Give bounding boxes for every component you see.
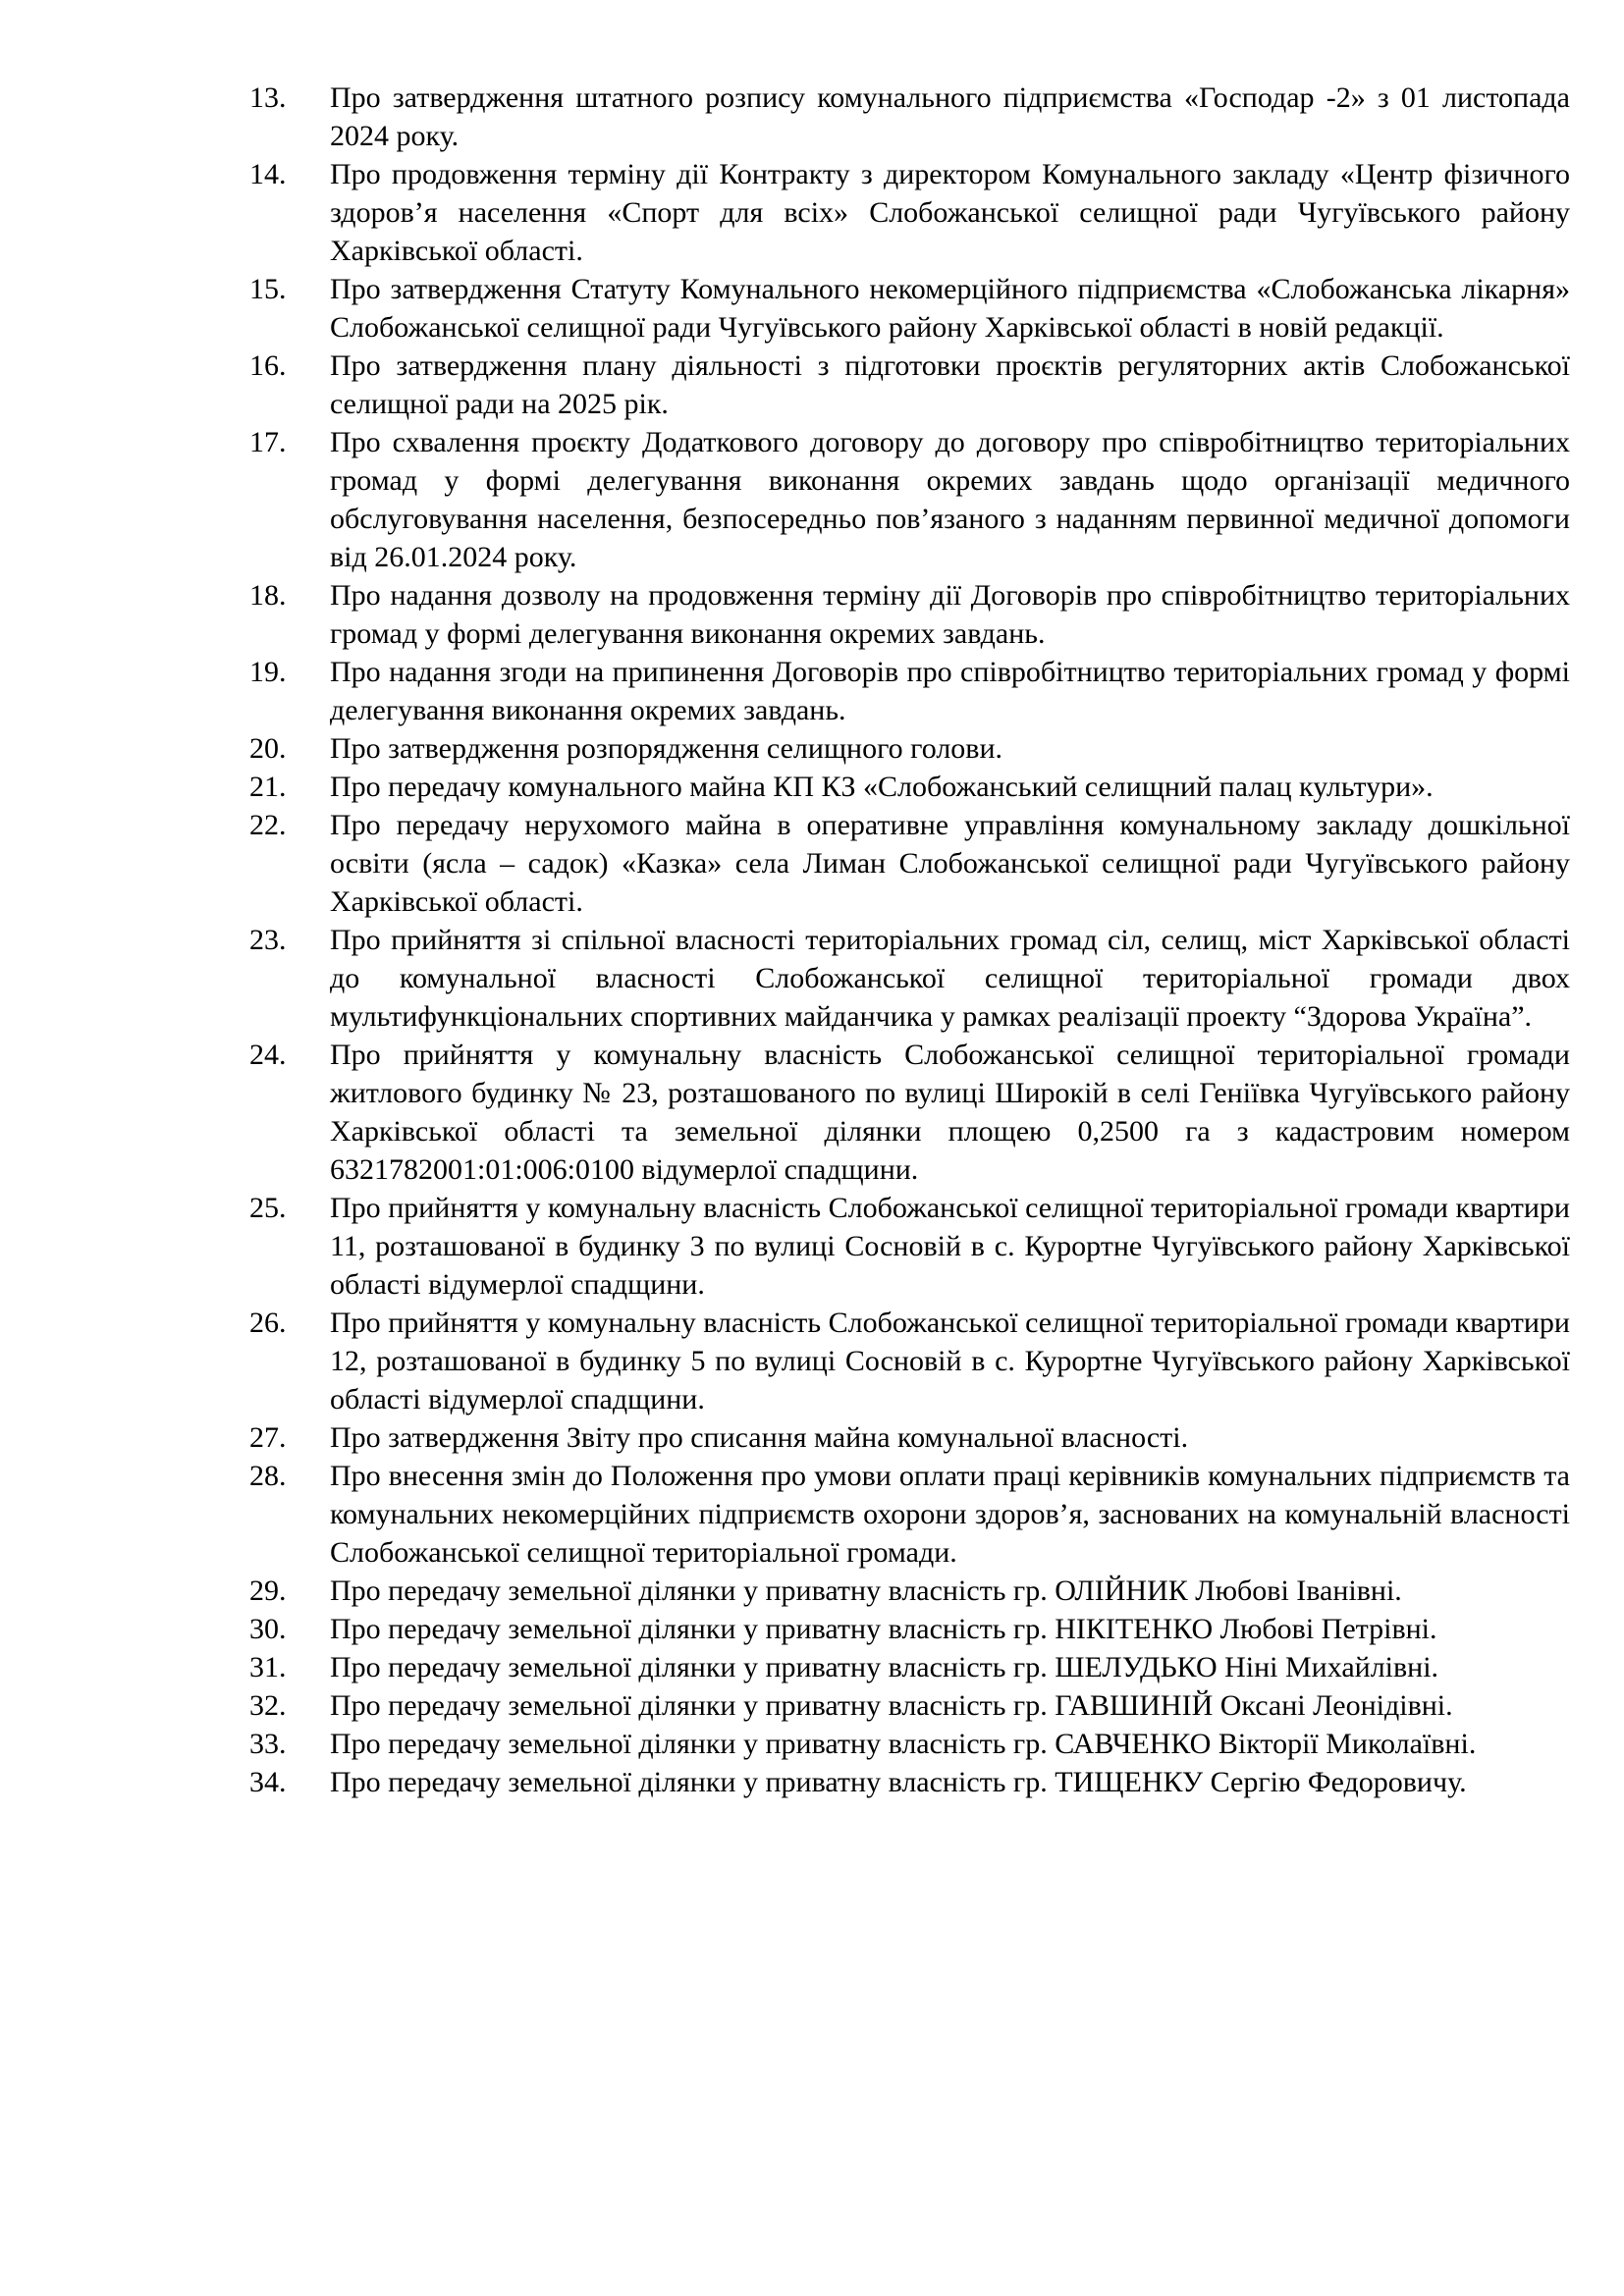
agenda-item bbox=[249, 1457, 1570, 1572]
agenda-item bbox=[249, 1189, 1570, 1304]
agenda-item-number: 17. bbox=[249, 426, 287, 458]
agenda-item-text: Про затвердження Звіту про списання майна комунальної власності. bbox=[330, 1421, 1189, 1454]
agenda-item-number: 19. bbox=[249, 656, 287, 688]
agenda-item-text: Про передачу комунального майна КП КЗ «Слобожанський селищний палац культури». bbox=[330, 771, 1434, 803]
agenda-item-number: 30. bbox=[249, 1613, 287, 1645]
agenda-item bbox=[249, 347, 1570, 423]
agenda-item bbox=[249, 576, 1570, 653]
agenda-item bbox=[249, 1725, 1570, 1763]
agenda-item-number: 15. bbox=[249, 273, 287, 305]
agenda-item-text: Про затвердження плану діяльності з підготовки проєктів регуляторних актів Слобожанської селищної ради на 2025 рік. bbox=[330, 349, 1570, 420]
agenda-item-text: Про передачу земельної ділянки у приватну власність гр. ШЕЛУДЬКО Ніні Михайлівні. bbox=[330, 1651, 1439, 1683]
agenda-item-text: Про передачу земельної ділянки у приватну власність гр. НІКІТЕНКО Любові Петрівні. bbox=[330, 1613, 1437, 1645]
agenda-item-text: Про внесення змін до Положення про умови оплати праці керівників комунальних підприємств та комунальних некомерційних підприємств охорони здоров’я, заснованих на комунальній власності Слобожанської селищної територіальної громади. bbox=[330, 1460, 1570, 1569]
agenda-item-text: Про прийняття у комунальну власність Слобожанської селищної територіальної громади квартири 11, розташованої в будинку 3 по вулиці Сосновій в с. Курортне Чугуївського району Харківської області відумерлої спадщини. bbox=[330, 1192, 1570, 1301]
agenda-item-number: 29. bbox=[249, 1575, 287, 1607]
agenda-item bbox=[249, 79, 1570, 155]
agenda-item bbox=[249, 155, 1570, 270]
agenda-item bbox=[249, 729, 1570, 768]
agenda-item bbox=[249, 653, 1570, 729]
agenda-item bbox=[249, 768, 1570, 806]
agenda-item-number: 32. bbox=[249, 1689, 287, 1722]
agenda-item bbox=[249, 1036, 1570, 1189]
agenda-item-text: Про прийняття зі спільної власності територіальних громад сіл, селищ, міст Харківської області до комунальної власності Слобожанської селищної територіальної громади двох мультифункціональних спортивних майданчика у рамках реалізації проекту “Здорова Україна”. bbox=[330, 924, 1570, 1033]
agenda-item-number: 20. bbox=[249, 732, 287, 765]
agenda-item-number: 25. bbox=[249, 1192, 287, 1224]
agenda-item-text: Про прийняття у комунальну власність Слобожанської селищної територіальної громади квартири 12, розташованої в будинку 5 по вулиці Сосновій в с. Курортне Чугуївського району Харківської області відумерлої спадщини. bbox=[330, 1307, 1570, 1415]
agenda-item-text: Про затвердження Статуту Комунального некомерційного підприємства «Слобожанська лікарня» Слобожанської селищної ради Чугуївського району Харківської області в новій редакції. bbox=[330, 273, 1570, 344]
agenda-item-number: 26. bbox=[249, 1307, 287, 1339]
agenda-item-number: 14. bbox=[249, 158, 287, 190]
agenda-item bbox=[249, 1763, 1570, 1801]
agenda-item-text: Про затвердження штатного розпису комунального підприємства «Господар -2» з 01 листопада 2024 року. bbox=[330, 81, 1570, 152]
agenda-item-text: Про прийняття у комунальну власність Слобожанської селищної територіальної громади житлового будинку № 23, розташованого по вулиці Широкій в селі Геніївка Чугуївського району Харківської області та земельної ділянки площею 0,2500 га з кадастровим номером 6321782001:01:006:0100 відумерлої спадщини. bbox=[330, 1039, 1570, 1186]
agenda-item-number: 27. bbox=[249, 1421, 287, 1454]
agenda-item bbox=[249, 1572, 1570, 1610]
agenda-item-text: Про надання згоди на припинення Договорів про співробітництво територіальних громад у формі делегування виконання окремих завдань. bbox=[330, 656, 1570, 726]
agenda-item-number: 34. bbox=[249, 1766, 287, 1798]
agenda-item-text: Про передачу земельної ділянки у приватну власність гр. САВЧЕНКО Вікторії Миколаївні. bbox=[330, 1728, 1477, 1760]
agenda-item-text: Про затвердження розпорядження селищного голови. bbox=[330, 732, 1003, 765]
agenda-item bbox=[249, 423, 1570, 576]
agenda-item-text: Про передачу земельної ділянки у приватну власність гр. ТИЩЕНКУ Сергію Федоровичу. bbox=[330, 1766, 1467, 1798]
agenda-item-number: 21. bbox=[249, 771, 287, 803]
agenda-item-text: Про продовження терміну дії Контракту з директором Комунального закладу «Центр фізичного здоров’я населення «Спорт для всіх» Слобожанської селищної ради Чугуївського району Харківської області. bbox=[330, 158, 1570, 267]
agenda-item bbox=[249, 1686, 1570, 1725]
agenda-item-text: Про надання дозволу на продовження терміну дії Договорів про співробітництво територіальних громад у формі делегування виконання окремих завдань. bbox=[330, 579, 1570, 650]
agenda-item-text: Про передачу нерухомого майна в оперативне управління комунальному закладу дошкільної освіти (ясла – садок) «Казка» села Лиман Слобожанської селищної ради Чугуївського району Харківської області. bbox=[330, 809, 1570, 918]
agenda-item-number: 22. bbox=[249, 809, 287, 841]
agenda-item-number: 23. bbox=[249, 924, 287, 956]
agenda-list bbox=[249, 79, 1570, 1801]
agenda-item bbox=[249, 921, 1570, 1036]
agenda-item-number: 13. bbox=[249, 81, 287, 114]
agenda-item-number: 33. bbox=[249, 1728, 287, 1760]
agenda-item-number: 16. bbox=[249, 349, 287, 382]
agenda-item bbox=[249, 270, 1570, 347]
agenda-item bbox=[249, 1304, 1570, 1418]
agenda-item bbox=[249, 1418, 1570, 1457]
agenda-item-number: 31. bbox=[249, 1651, 287, 1683]
agenda-item-text: Про передачу земельної ділянки у приватну власність гр. ГАВШИНІЙ Оксані Леонідівні. bbox=[330, 1689, 1453, 1722]
agenda-item-text: Про схвалення проєкту Додаткового договору до договору про співробітництво територіальних громад у формі делегування виконання окремих завдань щодо організації медичного обслуговування населення, безпосередньо пов’язаного з наданням первинної медичної допомоги від 26.01.2024 року. bbox=[330, 426, 1570, 573]
agenda-item-text: Про передачу земельної ділянки у приватну власність гр. ОЛІЙНИК Любові Іванівні. bbox=[330, 1575, 1402, 1607]
agenda-item-number: 28. bbox=[249, 1460, 287, 1492]
agenda-item-number: 24. bbox=[249, 1039, 287, 1071]
agenda-item bbox=[249, 1610, 1570, 1648]
agenda-item bbox=[249, 1648, 1570, 1686]
agenda-item-number: 18. bbox=[249, 579, 287, 612]
agenda-item bbox=[249, 806, 1570, 921]
